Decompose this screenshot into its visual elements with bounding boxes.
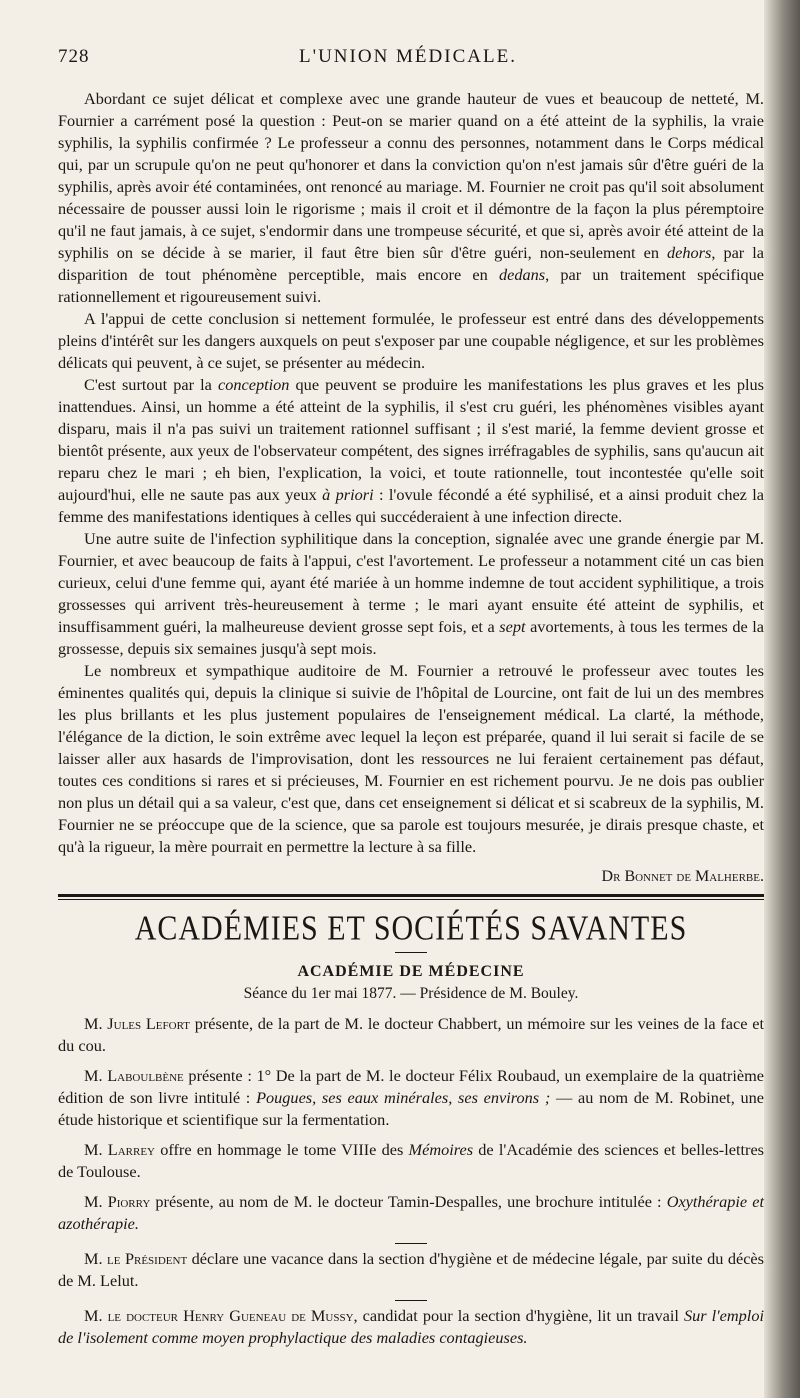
entry-gueneau-de-mussy: M. le docteur Henry Gueneau de Mussy, candidat pour la section d'hygiène, lit un travail Sur l'emploi de l'isolement comme moyen prophylactique des maladies contagieuses. <box>58 1306 764 1347</box>
page-gutter-shadow <box>764 0 800 1398</box>
conception-italic: conception <box>218 375 290 394</box>
author-signature: Dr Bonnet de Malherbe. <box>601 868 764 885</box>
dehors-italic: dehors <box>667 243 712 262</box>
session-line: Séance du 1er mai 1877. — Présidence de M. Bouley. <box>243 985 579 1002</box>
running-title: L'UNION MÉDICALE. <box>299 46 517 67</box>
a-priori-italic: à priori <box>322 485 374 504</box>
page-header <box>58 46 758 76</box>
academy-heading: ACADÉMIE DE MÉDECINE <box>297 963 525 980</box>
entry-president: M. le Président déclare une vacance dans la section d'hygiène et de médecine légale, par suite du décès de M. Lelut. <box>58 1249 764 1290</box>
section-title: ACADÉMIES ET SOCIÉTÉS SAVANTES <box>134 909 688 948</box>
article-paragraph-1: Abordant ce sujet délicat et complexe avec une grande hauteur de vues et beaucoup de netteté, M. Fournier a carrément posé la question : Peut-on se marier quand on a été atteint de la syphilis, la vraie syphilis, la syphilis confirmée ? Le professeur a connu des personnes, notamment dans le Corps médical qui, par un scrupule qu'on ne peut qu'honorer et dans la conviction qu'on n'est jamais sûr d'être guéri de la syphilis, après avoir été contaminées, ont renoncé au mariage. M. Fournier ne croit pas qu'il soit absolument nécessaire de pousser aussi loin le rigorisme ; mais il croit et il démontre de la façon la plus péremptoire qu'il ne faut jamais, à ce sujet, s'endormir dans une trompeuse sécurité, et que si, après avoir été atteint de la syphilis on se décide à se marier, il faut être bien sûr d'être guéri, non-seulement en dehors, par la disparition de tout phénomène perceptible, mais encore en dedans, par un traitement spécifique rationnellement et rigoureusement suivi. <box>58 89 765 306</box>
entry-rule-2 <box>395 1300 427 1301</box>
page-body <box>58 88 764 1357</box>
title-rule <box>395 952 427 953</box>
article-paragraph-3: C'est surtout par la conception que peuvent se produire les manifestations les plus graves et les plus inattendues. Ainsi, un homme a été atteint de la syphilis, il s'est cru guéri, les phénomènes visibles ayant disparu, mais il n'a pas suivi un traitement rationnel suffisant ; il s'est marié, la femme devient grosse et bientôt présente, aux yeux de l'observateur compétent, des signes irréfragables de syphilis, sans qu'aucun ait reparu chez le mari ; eh bien, l'explication, la voici, et toute rationnelle, tout incontestée qu'elle soit aujourd'hui, elle ne saute pas aux yeux à priori : l'ovule fécondé a été syphilisé, et a ainsi produit chez la femme des manifestations identiques à celles qui succéderaient à une infection directe. <box>58 375 765 526</box>
entry-rule-1 <box>395 1243 427 1244</box>
entry-piorry: M. Piorry présente, au nom de M. le docteur Tamin-Despalles, une brochure intitulée : Oxythérapie et azothérapie. <box>58 1192 764 1233</box>
article-paragraph-4: Une autre suite de l'infection syphilitique dans la conception, signalée avec une grande énergie par M. Fournier, et avec beaucoup de faits à l'appui, c'est l'avortement. Le professeur a notamment cité un cas bien curieux, celui d'une femme qui, ayant été mariée à un homme indemne de tout accident syphilitique, a trois grossesses qui arrivent très-heureusement à terme ; le mari ayant ensuite été atteint de syphilis, et insuffisamment guéri, la malheureuse devient grosse sept fois, et a sept avortements, à tous les termes de la grossesse, depuis six semaines jusqu'à sept mois. <box>58 529 764 658</box>
dedans-italic: dedans <box>498 265 546 284</box>
entry-laboulbene: M. Laboulbène présente : 1° De la part de M. le docteur Félix Roubaud, un exemplaire de la quatrième édition de son livre intitulé : Pougues, ses eaux minérales, ses environs ; — au nom de M. Robinet, une étude historique et scientifique sur la fermentation. <box>58 1066 764 1129</box>
page-number: 728 <box>58 46 90 67</box>
entry-lefort: M. Jules Lefort présente, de la part de M. le docteur Chabbert, un mémoire sur les veines de la face et du cou. <box>58 1014 764 1055</box>
sept-italic: sept <box>499 617 526 636</box>
section-divider <box>58 894 764 900</box>
entry-larrey: M. Larrey offre en hommage le tome VIIIe des Mémoires de l'Académie des sciences et belles-lettres de Toulouse. <box>58 1140 765 1181</box>
article-paragraph-2: A l'appui de cette conclusion si nettement formulée, le professeur est entré dans des développements pleins d'intérêt sur les dangers auxquels on peut s'exposer par une coupable négligence, et sur les problèmes délicats qui peuvent, à ce sujet, se présenter au médecin. <box>58 309 764 372</box>
article-paragraph-5: Le nombreux et sympathique auditoire de M. Fournier a retrouvé le professeur avec toutes les éminentes qualités qui, depuis la clinique si suivie de l'hôpital de Lourcine, ont fait de lui un des membres les plus brillants et les plus justement populaires de l'enseignement médical. La clarté, la méthode, l'élégance de la diction, le soin extrême avec lequel la leçon est préparée, quand il lui serait si facile de se laisser aller aux hasards de l'improvisation, dont les ressources ne lui feraient certainement pas défaut, toutes ces conditions si rares et si précieuses, M. Fournier en est richement pourvu. Je ne dois pas oublier non plus un détail qui a sa valeur, c'est que, dans cet enseignement si délicat et si scabreux de la syphilis, M. Fournier ne se préoccupe que de la science, que sa parole est toujours mesurée, je dirais presque chaste, et qu'à la rigueur, la mère pourrait en permettre la lecture à sa fille. <box>58 661 764 856</box>
